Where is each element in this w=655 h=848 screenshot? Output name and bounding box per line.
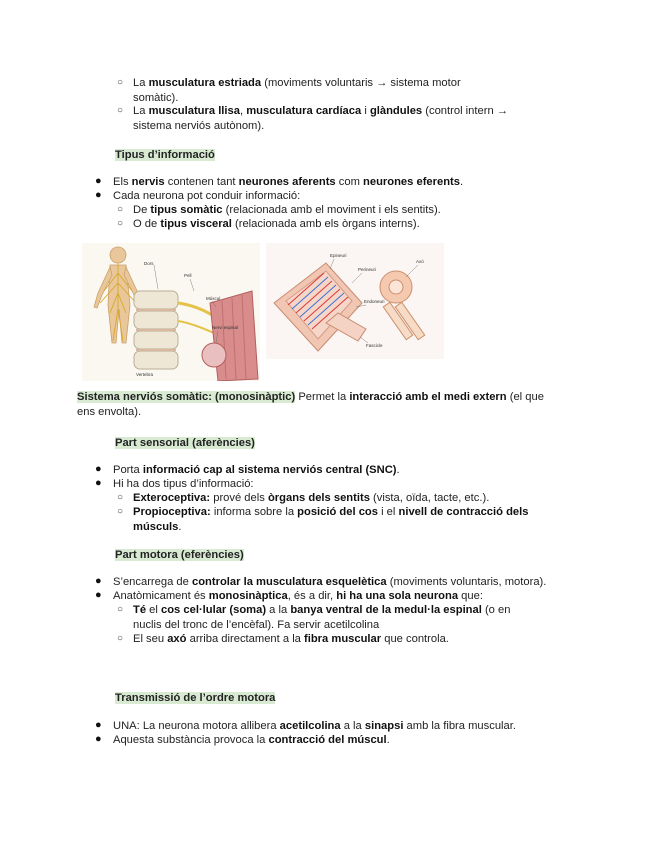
image-label: Perineuri <box>358 267 377 272</box>
highlighted-title: Sistema nerviós somàtic: (monosinàptic) <box>77 391 296 403</box>
list-item: ● UNA: La neurona motora allibera acetilcolina a la sinapsi amb la fibra muscular. <box>95 719 516 732</box>
list-item: ○ La musculatura llisa, musculatura cardíaca i glàndules (control intern → sistema nerviós autònom). <box>117 105 508 132</box>
list-item: ○ Propioceptiva: informa sobre la posició del cos i el nivell de contracció dels músculs. <box>117 506 529 533</box>
list-item: ● S’encarrega de controlar la musculatura esquelètica (moviments voluntaris, motora). <box>95 575 547 588</box>
section-heading: Part motora (eferències) <box>115 549 244 561</box>
list-item: ○ O de tipus visceral (relacionada amb els òrgans interns). <box>117 218 420 230</box>
vertebra-icon <box>134 291 178 369</box>
bullet-icon: ● <box>95 719 102 731</box>
circle-bullet-icon: ○ <box>117 492 124 503</box>
bullet-icon: ● <box>95 477 102 489</box>
nerve-cross-section-illustration <box>266 243 444 359</box>
paragraph: Sistema nerviós somàtic: (monosinàptic) Permet la interacció amb el medi extern (el que ens envolta). <box>77 391 544 418</box>
bullet-icon: ● <box>95 733 102 745</box>
image-label: Dors <box>144 261 154 266</box>
list-item: ● Hi ha dos tipus d’informació: <box>95 477 254 490</box>
circle-bullet-icon: ○ <box>117 105 124 116</box>
somatic-nerve-illustration <box>82 243 260 381</box>
image-label: Nervi espinal <box>212 325 239 330</box>
list-item: ○ Té el cos cel·lular (soma) a la banya ventral de la medul·la espinal (o en nuclis del tronc de l’encèfal). Fa servir acetilcolina <box>117 604 511 631</box>
list-item: ● Els nervis contenen tant neurones aferents com neurones eferents. <box>95 175 464 188</box>
section-heading: Part sensorial (aferències) <box>115 437 255 449</box>
bullet-icon: ● <box>95 463 102 475</box>
list-item: ● Anatòmicament és monosinàptica, és a dir, hi ha una sola neurona que: <box>95 589 483 602</box>
section-heading: Transmissió de l’ordre motora <box>115 692 276 704</box>
image-label: Vertebra <box>136 372 154 377</box>
circle-bullet-icon: ○ <box>117 506 124 517</box>
circle-bullet-icon: ○ <box>117 204 124 215</box>
list-item: ○ Exteroceptiva: prové dels òrgans dels sentits (vista, oïda, tacte, etc.). <box>117 492 490 504</box>
image-label: Pell <box>184 273 192 278</box>
list-item: ● Cada neurona pot conduir informació: <box>95 189 301 202</box>
list-item: ○ La musculatura estriada (moviments voluntaris → sistema motor somàtic). <box>117 77 461 104</box>
bullet-icon: ● <box>95 575 102 587</box>
list-item: ○ El seu axó arriba directament a la fibra muscular que controla. <box>117 633 449 645</box>
bullet-icon: ● <box>95 175 102 187</box>
circle-bullet-icon: ○ <box>117 633 124 644</box>
list-item: ● Porta informació cap al sistema nerviós central (SNC). <box>95 463 400 476</box>
bullet-icon: ● <box>95 589 102 601</box>
image-label: Múscul <box>206 296 221 301</box>
list-item: ○ De tipus somàtic (relacionada amb el moviment i els sentits). <box>117 204 441 216</box>
circle-bullet-icon: ○ <box>117 604 124 615</box>
image-label: Endoneuri <box>364 299 385 304</box>
image-label: Epineuri <box>330 253 347 258</box>
image-label: Axó <box>416 259 424 264</box>
bullet-icon: ● <box>95 189 102 201</box>
section-heading: Tipus d’informació <box>115 149 215 161</box>
list-item: ● Aquesta substància provoca la contracció del múscul. <box>95 733 390 746</box>
image-label: Fascicle <box>366 343 383 348</box>
circle-bullet-icon: ○ <box>117 218 124 229</box>
circle-bullet-icon: ○ <box>117 77 124 88</box>
